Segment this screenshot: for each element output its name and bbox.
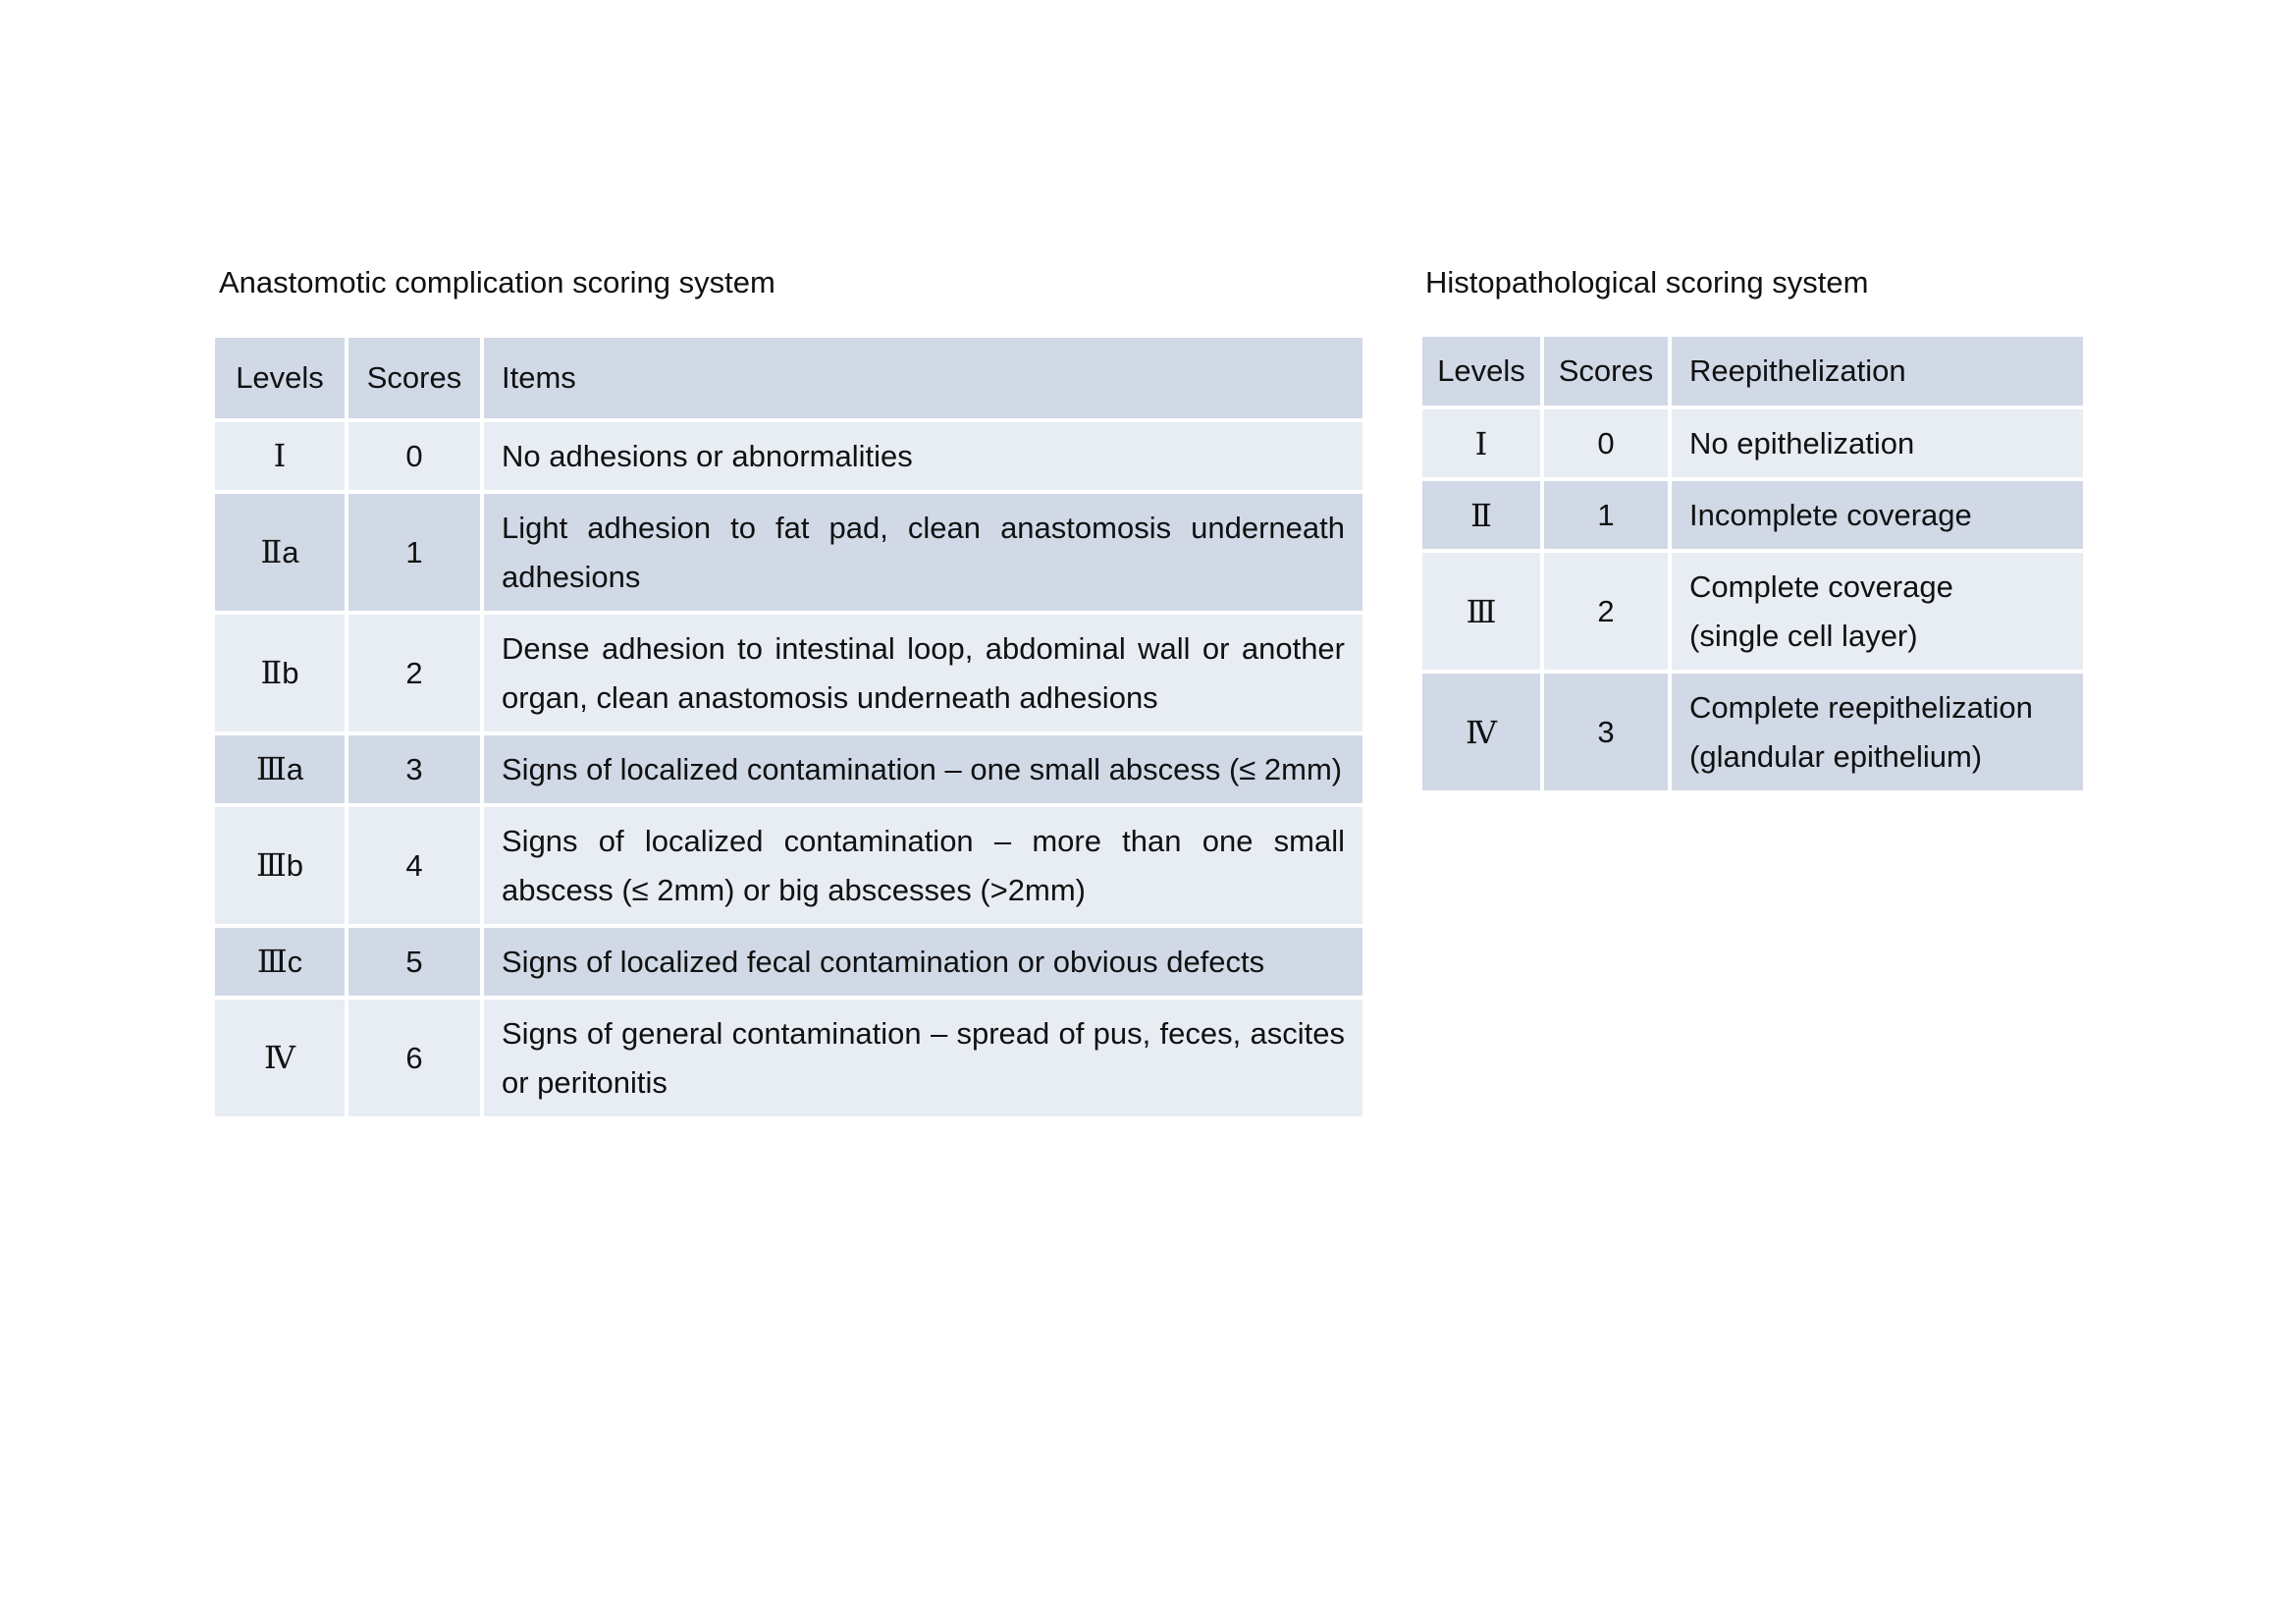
header-scores: Scores [348,338,480,418]
item-cell: No epithelization [1672,409,2083,477]
level-cell: Ⅰ [215,422,345,490]
score-cell: 3 [348,735,480,803]
header-items: Items [484,338,1362,418]
score-cell: 4 [348,807,480,924]
item-cell: Light adhesion to fat pad, clean anastomosis underneath adhesions [484,494,1362,611]
score-cell: 0 [348,422,480,490]
item-cell: Incomplete coverage [1672,481,2083,549]
score-cell: 2 [348,615,480,731]
header-scores: Scores [1544,337,1668,406]
item-cell: Complete coverage (single cell layer) [1672,553,2083,670]
score-cell: 2 [1544,553,1668,670]
level-cell: Ⅱb [215,615,345,731]
table-row [1422,553,2083,670]
item-cell: No adhesions or abnormalities [484,422,1362,490]
anastomotic-table-caption: Anastomotic complication scoring system [219,265,775,299]
score-cell: 3 [1544,674,1668,790]
level-cell: Ⅱ [1422,481,1540,549]
anastomotic-scoring-table [211,334,1366,1120]
level-cell: Ⅲb [215,807,345,924]
item-cell: Signs of localized contamination – one small abscess (≤ 2mm) [484,735,1362,803]
level-cell: Ⅳ [215,1000,345,1116]
item-cell: Signs of localized contamination – more than one small abscess (≤ 2mm) or big abscesses (>2mm) [484,807,1362,924]
level-cell: Ⅲ [1422,553,1540,670]
table-header-row [215,338,1362,418]
item-cell: Signs of general contamination – spread of pus, feces, ascites or peritonitis [484,1000,1362,1116]
table-row [215,735,1362,803]
table-row [1422,674,2083,790]
score-cell: 6 [348,1000,480,1116]
table-row [215,615,1362,731]
table-row [215,928,1362,996]
header-levels: Levels [1422,337,1540,406]
level-cell: Ⅲc [215,928,345,996]
table-header-row [1422,337,2083,406]
header-levels: Levels [215,338,345,418]
header-reepithelization: Reepithelization [1672,337,2083,406]
score-cell: 1 [348,494,480,611]
score-cell: 0 [1544,409,1668,477]
score-cell: 1 [1544,481,1668,549]
item-cell: Signs of localized fecal contamination or obvious defects [484,928,1362,996]
score-cell: 5 [348,928,480,996]
histopathological-table-caption: Histopathological scoring system [1425,265,1869,299]
level-cell: Ⅳ [1422,674,1540,790]
table-row [215,494,1362,611]
table-row [1422,409,2083,477]
histopathological-scoring-table [1418,333,2087,794]
level-cell: Ⅱa [215,494,345,611]
level-cell: Ⅲa [215,735,345,803]
table-row [215,422,1362,490]
table-row [215,807,1362,924]
level-cell: Ⅰ [1422,409,1540,477]
item-cell: Complete reepithelization (glandular epithelium) [1672,674,2083,790]
table-row [1422,481,2083,549]
item-cell: Dense adhesion to intestinal loop, abdominal wall or another organ, clean anastomosis underneath adhesions [484,615,1362,731]
table-row [215,1000,1362,1116]
